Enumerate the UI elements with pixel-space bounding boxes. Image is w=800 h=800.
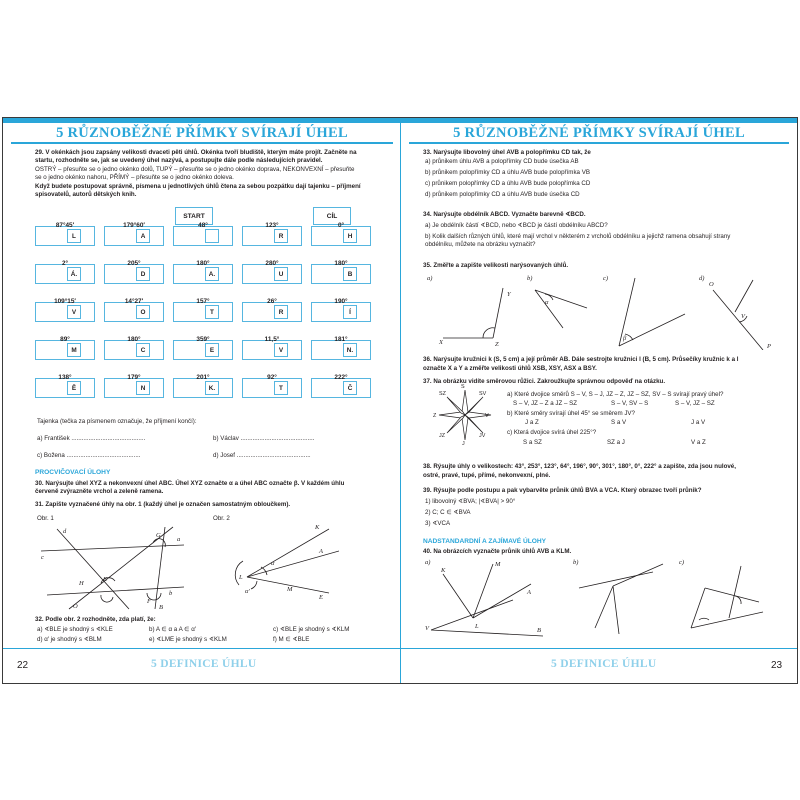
ex29-line-5: Když budete postupovat správně, písmena u jednotlivých úhlů čtena za sebou pozpátku dají tajenku – příjmení [35, 183, 361, 190]
maze-cell [104, 336, 164, 360]
footer-title-right: 5 DEFINICE ÚHLU [551, 658, 657, 670]
ex40-figures [423, 558, 783, 638]
ex32-item-b: b) A ∈ α a A ∈ α′ [149, 626, 196, 633]
maze-cell [311, 222, 371, 246]
ex40-point-B: B [537, 627, 541, 634]
ex37-qa-opt3: S – V, JZ – SZ [675, 400, 715, 407]
ex29-line-1: 29. V okénkách jsou zapsány velikosti dvaceti pěti úhlů. Okénka tvoří bludiště, kterým máte projít. Začněte na [35, 149, 357, 156]
maze-letter: V [274, 343, 288, 357]
chapter-title-right: 5 RŮZNOBĚŽNÉ PŘÍMKY SVÍRAJÍ ÚHEL [453, 125, 745, 141]
ex35-point-alpha: α [545, 299, 549, 306]
maze-cell [173, 298, 233, 322]
ex40-title: 40. Na obrázcích vyznačte průnik úhlů AVB a KLM. [423, 548, 572, 555]
compass-V: V [485, 413, 489, 419]
maze-cell [242, 336, 302, 360]
maze-letter: V [67, 305, 81, 319]
ex29-line-4: se o jedno okénko nahoru, PŘÍMÝ – přesuňte se o jedno okénko doleva. [35, 174, 234, 181]
maze-cell [242, 222, 302, 246]
ex35-label-a: a) [427, 275, 433, 282]
answer-d: d) Josef ........................................... [213, 452, 311, 459]
maze-angle-value: 201° [196, 374, 210, 381]
ex40-point-K: K [441, 567, 446, 574]
page-number-left: 22 [17, 660, 29, 671]
maze-cell [242, 374, 302, 398]
maze-cell [311, 260, 371, 284]
fig2-label-M: M [287, 586, 293, 593]
ex35-point-Z: Z [495, 341, 499, 348]
maze-cell [173, 260, 233, 284]
maze-letter: Ě [67, 381, 81, 395]
ex37-qb-opt2: S a V [611, 419, 627, 426]
ex39-step-2: 2) C; C ∈ ∢BVA [425, 509, 471, 516]
compass-JV: JV [479, 433, 486, 439]
fig1-label-E: E [103, 576, 107, 583]
maze-angle-value: 92° [267, 374, 277, 381]
ex37-qc: c) Která dvojice svírá úhel 225°? [507, 429, 597, 436]
answer-a: a) František ........................................... [37, 435, 146, 442]
maze-cell [35, 260, 95, 284]
fig1-label-B: B [159, 604, 163, 611]
fig1-label-H: H [79, 580, 84, 587]
maze-angle-value: 222° [334, 374, 348, 381]
maze-letter: R [274, 229, 288, 243]
maze-letter: Í [343, 305, 357, 319]
fig2-label-alpha: α [271, 560, 275, 567]
section-practice-title: PROCVIČOVACÍ ÚLOHY [35, 469, 111, 476]
ex35-label-d: d) [699, 275, 705, 282]
ex37-qc-opt1: S a SZ [523, 439, 542, 446]
page-number-right: 23 [771, 660, 783, 671]
ex35-point-P: P [767, 343, 771, 350]
maze-angle-value: 205° [127, 260, 141, 267]
ex32-item-d: d) α′ je shodný s ∢BLM [37, 636, 102, 643]
maze-cell [35, 336, 95, 360]
ex35-point-Y: Y [507, 291, 511, 298]
page-right [401, 118, 797, 683]
fig2-label-E: E [319, 594, 323, 601]
maze-cell [104, 222, 164, 246]
ex40-point-L: L [475, 623, 479, 630]
goal-label: CÍL [313, 207, 351, 225]
maze-cell [104, 298, 164, 322]
ex31-text: 31. Zapište vyznačené úhly na obr. 1 (každý úhel je označen samostatným obloučkem). [35, 501, 291, 508]
fig1-label-d: d [63, 528, 67, 535]
maze-letter: A. [205, 267, 219, 281]
ex34-a: a) Je obdélník částí ∢BCD, nebo ∢BCD je částí obdélníku ABCD? [425, 222, 608, 229]
ex37-qb-opt3: J a V [691, 419, 706, 426]
fig1-label-a: a [177, 536, 181, 543]
fig1-label-c: c [41, 554, 44, 561]
ex40-point-A: A [527, 589, 531, 596]
compass-SV: SV [479, 391, 487, 397]
maze-cell [242, 260, 302, 284]
ex30-line-1: 30. Narýsujte úhel XYZ a nekonvexní úhel ABC. Úhel XYZ označte α a úhel ABC označte β. V každém úhlu [35, 480, 345, 487]
ex35-point-V: V [741, 313, 745, 320]
maze-letter: E [205, 343, 219, 357]
ex37-qc-opt2: SZ a J [607, 439, 625, 446]
compass-JZ: JZ [439, 433, 445, 439]
maze-angle-value: 48° [198, 222, 208, 229]
maze-angle-value: 109°15′ [54, 298, 76, 305]
footer-rule-right [401, 648, 797, 649]
maze-letter: N. [343, 343, 357, 357]
fig1-label-F: F [147, 598, 151, 605]
maze-angle-value: 179°60′ [123, 222, 145, 229]
ex40-label-c: c) [679, 559, 685, 566]
ex35-point-beta: β [623, 335, 627, 342]
ex37-qa-opt2: S – V, SV – S [611, 400, 649, 407]
ex37-qa-opt1: S – V, JZ – Z a JZ – SZ [513, 400, 578, 407]
maze-letter: T [274, 381, 288, 395]
maze-letter [205, 229, 219, 243]
section-advanced-title: NADSTANDARDNÍ A ZAJÍMAVÉ ÚLOHY [423, 538, 547, 545]
maze-angle-value: 280° [265, 260, 279, 267]
ex37-qa: a) Které dvojice směrů S – V, S – J, JZ – Z, JZ – SZ, SV – S svírají pravý úhel? [507, 391, 724, 398]
maze-letter: N [136, 381, 150, 395]
ex38-line-2: ostré, pravé, tupé, přímé, nekonvexní, plné. [423, 472, 551, 479]
ex29-line-6: spisovatelů, autorů dětských knih. [35, 191, 137, 198]
ex36-line-1: 36. Narýsujte kružnici k (S, 5 cm) a její průměr AB. Dále sestrojte kružnici l (B, 5 cm). Průsečíky kružnic k a l [423, 356, 739, 363]
maze-angle-value: 138° [58, 374, 72, 381]
fig2-label-L: L [239, 574, 243, 581]
figure-2-lines [199, 521, 339, 601]
maze-letter: Č [343, 381, 357, 395]
ex34-b-cont: obdélníku, můžete na obrázku vyznačit? [425, 241, 536, 248]
maze-cell [35, 222, 95, 246]
maze-angle-value: 181° [334, 336, 348, 343]
maze-angle-value: 89° [60, 336, 70, 343]
ex40-point-V: V [425, 625, 429, 632]
ex29-line-2: startu, rozhodněte se, jak se uvedený úhel nazývá, a postupujte dále podle následujících pravidel. [35, 157, 323, 164]
maze-cell [173, 374, 233, 398]
maze-letter: U [274, 267, 288, 281]
chapter-underline-right [409, 142, 789, 144]
answer-b: b) Václav ........................................... [213, 435, 315, 442]
ex35-point-O: O [709, 281, 714, 288]
fig2-label-K: K [315, 524, 320, 531]
ex34-title: 34. Narýsujte obdélník ABCD. Vyznačte barevně ∢BCD. [423, 211, 586, 218]
maze-angle-value: 123° [265, 222, 279, 229]
page-left [3, 118, 401, 683]
maze-angle-value: 180° [334, 260, 348, 267]
maze-angle-value: 190° [334, 298, 348, 305]
fig1-label-O: O [73, 603, 78, 610]
ex39-step-3: 3) ∢VCA [425, 520, 451, 527]
ex35-label-c: c) [603, 275, 609, 282]
fig2-label: Obr. 2 [213, 515, 230, 522]
maze-letter: K. [205, 381, 219, 395]
maze-angle-value: 180° [127, 336, 141, 343]
workbook-spread [2, 117, 798, 684]
fig1-label: Obr. 1 [37, 515, 54, 522]
chapter-title-left: 5 RŮZNOBĚŽNÉ PŘÍMKY SVÍRAJÍ ÚHEL [56, 125, 348, 141]
maze-letter: Á. [67, 267, 81, 281]
compass-S: S [461, 384, 465, 390]
maze-letter: R [274, 305, 288, 319]
maze-angle-value: 14°27′ [124, 298, 144, 305]
top-accent-bar [3, 118, 401, 123]
maze-cell [173, 222, 233, 246]
maze-cell [35, 374, 95, 398]
ex37-title: 37. Na obrázku vidíte směrovou růžici. Zakroužkujte správnou odpověď na otázku. [423, 378, 666, 385]
maze-angle-value: 2° [61, 260, 69, 267]
ex32-text: 32. Podle obr. 2 rozhodněte, zda platí, že: [35, 616, 156, 623]
ex33-a: a) průnikem úhlu AVB a polopřímky CD bude úsečka AB [425, 158, 579, 165]
ex38-line-1: 38. Rýsujte úhly o velikostech: 43°, 253°, 123°, 64°, 196°, 90°, 301°, 180°, 0°, 222° a zapište, zda jsou nulové, [423, 463, 736, 470]
ex37-qb: b) Které směry svírají úhel 45° se směrem JV? [507, 410, 635, 417]
answer-c: c) Božena ........................................... [37, 452, 141, 459]
maze-cell [311, 336, 371, 360]
footer-rule-left [3, 648, 401, 649]
ex32-item-e: e) ∢LME je shodný s ∢KLM [149, 636, 227, 643]
compass-J: J [462, 441, 465, 447]
maze-cell [242, 298, 302, 322]
maze-angle-value: 26° [267, 298, 277, 305]
maze-cell [104, 260, 164, 284]
ex29-line-3: OSTRÝ – přesuňte se o jedno okénko dolů, TUPÝ – přesuňte se o jedno okénko doprava, NEKONVEXNÍ – přesuňte [35, 166, 355, 173]
maze-angle-value: 0° [337, 222, 345, 229]
ex35-point-X: X [439, 339, 443, 346]
maze-letter: H [343, 229, 357, 243]
maze-letter: B [343, 267, 357, 281]
ex33-b: b) průnikem polopřímky CD a úhlu AVB bude polopřímka VB [425, 169, 590, 176]
ex35-label-b: b) [527, 275, 533, 282]
compass-SZ: SZ [439, 391, 446, 397]
maze-letter: C [136, 343, 150, 357]
footer-title-left: 5 DEFINICE ÚHLU [151, 658, 257, 670]
ex40-label-a: a) [425, 559, 431, 566]
ex35-angles [423, 270, 783, 350]
ex30-line-2: červeně zvýrazněte vrchol a zeleně ramena. [35, 488, 164, 495]
maze-cell [104, 374, 164, 398]
maze-letter: O [136, 305, 150, 319]
maze-angle-value: 87°45′ [55, 222, 75, 229]
maze-cell [173, 336, 233, 360]
maze-angle-value: 11,5° [264, 336, 280, 343]
fig1-label-b: b [169, 590, 173, 597]
maze-cell [311, 374, 371, 398]
ex39-title: 39. Rýsujte podle postupu a pak vybarvěte průnik úhlů BVA a VCA. Který obrazec tvoří průnik? [423, 487, 702, 494]
ex34-b: b) Kolik dalších různých úhlů, které mají vrchol v některém z vrcholů obdélníku a jejichž ramena obsahují strany [425, 233, 731, 240]
maze-angle-value: 359° [196, 336, 210, 343]
ex40-label-b: b) [573, 559, 579, 566]
ex39-step-1: 1) libovolný ∢BVA; |∢BVA| > 90° [425, 498, 516, 505]
maze-cell [311, 298, 371, 322]
maze-letter: M [67, 343, 81, 357]
maze-letter: L [67, 229, 81, 243]
maze-angle-value: 179° [127, 374, 141, 381]
ex36-line-2: označte X a Y a změřte velikosti úhlů XSB, XSY, ASX a BSY. [423, 365, 597, 372]
fig2-label-A: A [319, 548, 323, 555]
ex32-item-c: c) ∢BLE je shodný s ∢KLM [273, 626, 350, 633]
compass-Z: Z [433, 413, 437, 419]
maze-letter: A [136, 229, 150, 243]
ex37-qc-opt3: V a Z [691, 439, 706, 446]
ex37-qb-opt1: J a Z [525, 419, 539, 426]
fig1-label-G: G [156, 532, 161, 539]
maze-letter: D [136, 267, 150, 281]
ex35-title: 35. Změřte a zapište velikosti narýsovaných úhlů. [423, 262, 569, 269]
ex32-item-a: a) ∢BLE je shodný s ∢KLE [37, 626, 113, 633]
maze-cell [35, 298, 95, 322]
ex40-point-M: M [495, 561, 501, 568]
ex33-c: c) průnikem polopřímky CD a úhlu AVB bude polopřímka CD [425, 180, 591, 187]
fig2-label-alpha-prime: α′ [245, 588, 250, 595]
start-label: START [175, 207, 213, 225]
maze-angle-value: 157° [196, 298, 210, 305]
chapter-underline [11, 142, 393, 144]
maze-letter: T [205, 305, 219, 319]
maze-angle-value: 180° [196, 260, 210, 267]
top-accent-bar-right [401, 118, 797, 123]
ex29-hint: Tajenka (tečka za písmenem označuje, že příjmení končí): [37, 418, 197, 425]
ex33-d: d) průnikem polopřímky CD a úhlu AVB bude úsečka CD [425, 191, 580, 198]
ex32-item-f: f) M ∈ ∢BLE [273, 636, 310, 643]
ex33-title: 33. Narýsujte libovolný úhel AVB a polopřímku CD tak, že [423, 149, 591, 156]
figure-1-lines [39, 521, 189, 611]
